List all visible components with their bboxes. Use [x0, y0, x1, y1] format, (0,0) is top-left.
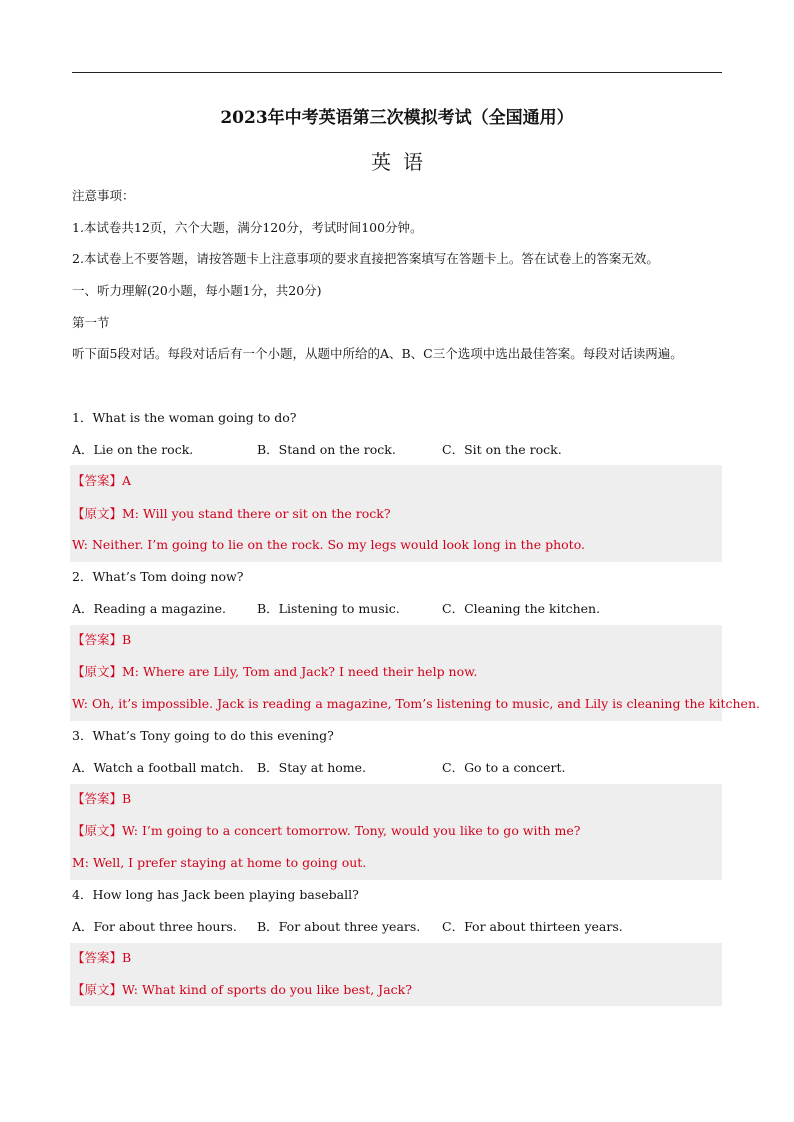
- section-part: 第一节: [72, 315, 110, 330]
- transcript-line: W: Neither. I’m going to lie on the rock. So my legs would look long in the photo.: [72, 537, 585, 552]
- answer-key: 【答案】B: [72, 791, 132, 806]
- option-a: A．For about three hours.: [72, 919, 237, 934]
- transcript-line: 【原文】W: What kind of sports do you like best, Jack?: [72, 982, 412, 997]
- option-a: A．Reading a magazine.: [72, 601, 227, 616]
- question-stem: 4．How long has Jack been playing baseball?: [72, 887, 359, 902]
- option-a: A．Lie on the rock.: [72, 442, 194, 457]
- transcript-line: 【原文】M: Where are Lily, Tom and Jack? I need their help now.: [72, 664, 478, 679]
- section-title: 一、听力理解(20小题，每小题1分，共20分): [72, 283, 322, 298]
- header-rule: [72, 72, 722, 73]
- answer-key: 【答案】B: [72, 632, 132, 647]
- option-b: B．Stay at home.: [257, 760, 367, 775]
- transcript-line: M: Well, I prefer staying at home to going out.: [72, 855, 367, 870]
- question-stem: 3．What’s Tony going to do this evening?: [72, 728, 334, 743]
- exam-title: 2023年中考英语第三次模拟考试（全国通用）: [220, 108, 574, 128]
- transcript-line: 【原文】W: I’m going to a concert tomorrow. Tony, would you like to go with me?: [72, 823, 581, 838]
- option-b: B．Stand on the rock.: [257, 442, 396, 457]
- transcript-line: 【原文】M: Will you stand there or sit on the rock?: [72, 506, 391, 521]
- answer-key: 【答案】B: [72, 950, 132, 965]
- option-b: B．Listening to music.: [257, 601, 400, 616]
- notes-item-2: 2.本试卷上不要答题，请按答题卡上注意事项的要求直接把答案填写在答题卡上。答在试卷上的答案无效。: [72, 251, 659, 266]
- option-b: B．For about three years.: [257, 919, 421, 934]
- question-stem: 1．What is the woman going to do?: [72, 410, 297, 425]
- option-c: C．Go to a concert.: [442, 760, 566, 775]
- exam-subject: 英语: [371, 150, 435, 174]
- option-c: C．Cleaning the kitchen.: [442, 601, 601, 616]
- option-c: C．For about thirteen years.: [442, 919, 623, 934]
- notes-heading: 注意事项：: [72, 188, 135, 203]
- option-c: C．Sit on the rock.: [442, 442, 562, 457]
- transcript-line: W: Oh, it’s impossible. Jack is reading a magazine, Tom’s listening to music, and Lily is cleaning the kitchen.: [72, 696, 760, 711]
- question-stem: 2．What’s Tom doing now?: [72, 569, 244, 584]
- answer-key: 【答案】A: [72, 473, 132, 488]
- notes-item-1: 1.本试卷共12页，六个大题，满分120分，考试时间100分钟。: [72, 220, 423, 235]
- option-a: A．Watch a football match.: [72, 760, 244, 775]
- section-instruction: 听下面5段对话。每段对话后有一个小题，从题中所给的A、B、C三个选项中选出最佳答案。每段对话读两遍。: [72, 346, 683, 361]
